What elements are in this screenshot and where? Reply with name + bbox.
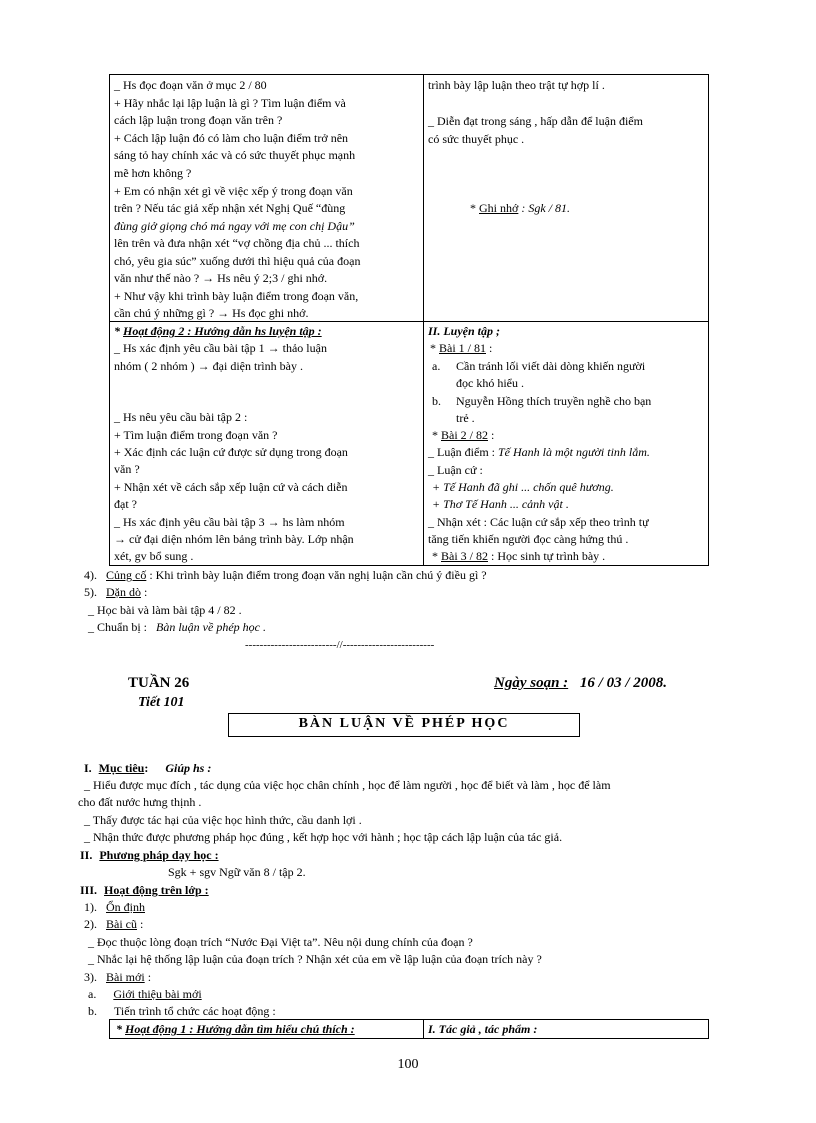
t1-left-bottom-line: _ Hs xác định yêu cầu bài tập 3 → hs làm nhóm xyxy=(114,515,345,529)
bai-1-a-marker: a. xyxy=(432,359,441,373)
table-2-right: I. Tác giả , tác phẩm : xyxy=(428,1022,538,1036)
t1-left-line: + Như vậy khi trình bày luận điểm trong đoạn văn, xyxy=(114,289,359,303)
t1-left-line: mẽ hơn không ? xyxy=(114,166,192,180)
ngay-soan-label: Ngày soạn : xyxy=(494,675,569,691)
table-2-left: * Hoạt động 1 : Hướng dẫn tìm hiểu chú thích : xyxy=(116,1022,355,1036)
cung-co-label: Củng cố xyxy=(106,568,147,582)
luan-cu: _ Luận cứ : xyxy=(428,463,483,477)
muc-tieu-line: cho đất nước hưng thịnh . xyxy=(78,795,202,809)
bai-cu-question: _ Đọc thuộc lòng đoạn trích “Nước Đại Việt ta”. Nêu nội dung chính của đoạn ? xyxy=(88,935,473,949)
bai-1-b-line: Nguyễn Hồng thích truyền nghề cho bạn xyxy=(456,394,652,408)
tiet: Tiết 101 xyxy=(138,695,185,710)
page-number: 100 xyxy=(397,1057,419,1072)
t1-left-bottom-line: xét, gv bổ sung . xyxy=(114,549,194,563)
t1-left-line: cách lập luận trong đoạn văn trên ? xyxy=(114,113,283,127)
bai-1-label: Bài 1 / 81 xyxy=(439,341,486,355)
hoat-dong-2-heading: * Hoạt động 2 : Hướng dẫn hs luyện tập : xyxy=(114,324,322,338)
section-2-heading: II. Phương pháp dạy học : xyxy=(80,848,219,862)
t1-left-line: chó, yêu gia súc” xuống dưới thì hiệu quả của đoạn xyxy=(114,254,361,268)
cung-co: 4). Củng cố : Khi trình bày luận điểm trong đoạn văn nghị luận cần chú ý điều gì ? xyxy=(84,568,487,582)
t1-left-line: + Cách lập luận đó có làm cho luận điểm trở nên xyxy=(114,131,349,145)
bai-moi-a: a. Giới thiệu bài mới xyxy=(88,987,202,1001)
separator: -------------------------//------------------------- xyxy=(245,639,435,651)
nhan-xet-line: _ Nhận xét : Các luận cứ sắp xếp theo trình tự xyxy=(428,515,649,529)
ghi-nho: * Ghi nhớ : Sgk / 81. xyxy=(470,201,571,215)
t1-right-line: trình bày lập luận theo trật tự hợp lí . xyxy=(428,78,605,92)
bai-moi: 3). Bài mới : xyxy=(84,970,152,984)
muc-tieu-label: Mục tiêu xyxy=(98,761,145,775)
ghi-nho-text: : Sgk / 81. xyxy=(521,201,571,215)
tuan: TUẦN 26 xyxy=(128,675,190,691)
ngay-soan xyxy=(494,673,667,693)
t1-left-bottom-line: _ Hs nêu yêu cầu bài tập 2 : xyxy=(114,410,248,424)
t1-left-line: + Em có nhận xét gì về việc xếp ý trong đoạn văn xyxy=(114,184,353,198)
luyen-tap-heading: II. Luyện tập ; xyxy=(428,324,500,338)
t1-left-bottom-line: văn ? xyxy=(114,462,140,476)
t1-right-line: _ Diễn đạt trong sáng , hấp dẫn để luận điểm xyxy=(428,114,643,128)
t1-left-bottom-line: nhóm ( 2 nhóm ) → đại diện trình bày . xyxy=(114,359,303,373)
table-1-divider xyxy=(423,74,424,566)
chuan-bi: _ Chuẩn bị : Bàn luận về phép học . xyxy=(88,620,266,634)
luan-cu-item: + Thơ Tế Hanh ... cảnh vật . xyxy=(432,497,569,511)
on-dinh: 1). Ổn định xyxy=(84,900,145,914)
hoc-bai: _ Học bài và làm bài tập 4 / 82 . xyxy=(88,603,242,617)
t1-left-line: cần chú ý những gì ? → Hs đọc ghi nhớ. xyxy=(114,306,309,320)
ghi-nho-label: Ghi nhớ xyxy=(479,201,519,215)
luan-diem: _ Luận điểm : Tế Hanh là một người tinh lắm. xyxy=(428,445,650,459)
bai-1-a-line: đọc khó hiểu . xyxy=(456,376,524,390)
t1-left-line: trên ? Nếu tác giả xếp nhận xét Nghị Quế “đùng xyxy=(114,201,346,215)
table-1-row-divider xyxy=(109,321,709,322)
hoat-dong-label: Hoạt động trên lớp : xyxy=(104,883,209,897)
t1-left-bottom-line: → cử đại diện nhóm lên bảng trình bày. Lớp nhận xyxy=(114,532,354,546)
bai-2-label: Bài 2 / 82 xyxy=(441,428,488,442)
table-2-divider xyxy=(423,1019,424,1039)
bai-cu: 2). Bài cũ : xyxy=(84,917,144,931)
t1-left-line: văn như thế nào ? → Hs nêu ý 2;3 / ghi nhớ. xyxy=(114,271,328,285)
hoat-dong-2-label: Hoạt động 2 : Hướng dẫn hs luyện tập : xyxy=(123,324,322,338)
bai-2: * Bài 2 / 82 : xyxy=(432,428,495,442)
phuong-phap-label: Phương pháp dạy học : xyxy=(99,848,219,862)
lesson-title: BÀN LUẬN VỀ PHÉP HỌC xyxy=(228,713,580,737)
section-1-heading: I. Mục tiêu: Giúp hs : xyxy=(84,761,212,775)
bai-1-b-marker: b. xyxy=(432,394,441,408)
bai-1-b-line: trẻ . xyxy=(456,411,475,425)
t1-left-line: lên trên và đưa nhận xét “vợ chồng địa chủ ... thích xyxy=(114,236,360,250)
t1-left-bottom-line: + Tìm luận điểm trong đoạn văn ? xyxy=(114,428,278,442)
nhan-xet-line: tăng tiến khiến người đọc càng hứng thú . xyxy=(428,532,629,546)
bai-3-label: Bài 3 / 82 xyxy=(441,549,488,563)
bai-cu-question: _ Nhắc lại hệ thống lập luận của đoạn trích ? Nhận xét của em về lập luận của đoạn trích này ? xyxy=(88,952,542,966)
giup-hs: Giúp hs : xyxy=(165,761,212,775)
bai-1-a-line: Cần tránh lối viết dài dòng khiến người xyxy=(456,359,646,373)
muc-tieu-line: _ Nhận thức được phương pháp học đúng , kết hợp học với hành ; học tập cách lập luận của tác giả. xyxy=(84,830,563,844)
t1-left-bottom-line: + Xác định các luận cứ được sử dụng trong đoạn xyxy=(114,445,348,459)
bai-1: * Bài 1 / 81 : xyxy=(430,341,493,355)
bai-3: * Bài 3 / 82 : Học sinh tự trình bày . xyxy=(432,549,606,563)
muc-tieu-line: _ Thấy được tác hại của việc học hình thức, cầu danh lợi . xyxy=(84,813,362,827)
t1-left-bottom-line: _ Hs xác định yêu cầu bài tập 1 → thảo luận xyxy=(114,341,327,355)
t1-left-bottom-line: đạt ? xyxy=(114,497,137,511)
t1-left-line: _ Hs đọc đoạn văn ở mục 2 / 80 xyxy=(114,78,267,92)
dan-do-label: Dặn dò xyxy=(106,585,141,599)
dan-do: 5). Dặn dò : xyxy=(84,585,148,599)
t1-left-line: + Hãy nhắc lại lập luận là gì ? Tìm luận điểm và xyxy=(114,96,346,110)
muc-tieu-line: _ Hiểu được mục đích , tác dụng của việc học chân chính , học để làm người , học để biết và làm , học để làm xyxy=(84,778,611,792)
luan-cu-item: + Tế Hanh đã ghi ... chốn quê hương. xyxy=(432,480,614,494)
ngay-soan-value: 16 / 03 / 2008. xyxy=(579,675,668,691)
t1-left-line: đùng giở giọng chó má ngay với mẹ con chị Dậu” xyxy=(114,219,355,233)
t1-right-line: có sức thuyết phục . xyxy=(428,132,525,146)
t1-left-line: sáng tỏ hay chính xác và có sức thuyết phục mạnh xyxy=(114,148,356,162)
bai-moi-b: b. Tiến trình tổ chức các hoạt động : xyxy=(88,1004,276,1018)
t1-left-bottom-line: + Nhận xét về cách sắp xếp luận cứ và cách diễn xyxy=(114,480,348,494)
phuong-phap-text: Sgk + sgv Ngữ văn 8 / tập 2. xyxy=(168,865,306,879)
section-3-heading: III. Hoạt động trên lớp : xyxy=(80,883,209,897)
